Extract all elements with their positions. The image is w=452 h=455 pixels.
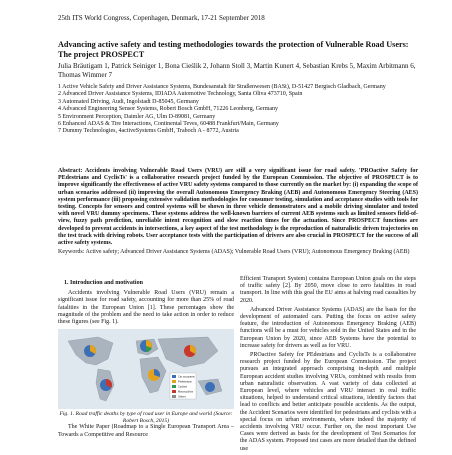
world-map-graphic xyxy=(58,329,234,409)
abstract: Abstract: Accidents involving Vulnerable Road Users (VRU) are still a very significant issue for road safety. 'PROactive Safety for PEdestrians and CyclisTs' is a collaborative research project funded by the European Commission. The objective of PROSPECT is to improve significantly the effectiveness of active VRU safety systems compared to those currently on the market by: (i) expanding the scope of urban scenarios addressed (ii) improving the overall Autonomous Emergency Braking (AEB) and Autonomous Emergency Steering (AES) system performance (iii) proposing extensive validation methodologies for consumer testing, simulation and acceptance studies with tools for testing. Concepts for sensors and control systems will be shown in three vehicle demonstrators and a mobile driving simulator and tested with novel VRU dummy specimens. These systems address the well-known barriers of current AEB systems such as limited sensors field-of-view, fuzzy path prediction, unreliable intent recognition and slow reaction times for the actuation. Since PROSPECT functions are developed to prevent accidents in intersections, a key aspect of the test methodology is the reproduction of naturalistic driven trajectories on the test track with driving robots. User acceptance tests with the participation of drivers are also crucial in PROSPECT for the success of all active safety systems. xyxy=(58,168,419,247)
legend-label: Cyclists xyxy=(178,385,187,389)
section-heading: 1. Introduction and motivation xyxy=(64,280,143,286)
affiliation-item: 6 Enhanced ADAS & Tire Interactions, Continental Teves, 60488 Frankfurt/Main, Germany xyxy=(58,121,279,128)
paragraph: PROactive Safety for PEdestrians and CyclisTs is a collaborative research project funded by the European Commission. The project pursues an integrated approach comprising in-depth and multiple European accident studies involving VRUs, combined with results from urban naturalistic observation. A vast variety of data collected at European level, where vehicles and VRU interact in real traffic situations, helped to understand critical situations, identify factors that lead to conflicts and better anticipate possible accidents. As the output, the Accident Scenarios were identified for pedestrians and cyclists with a special focus on urban environments, where indeed the majority of accidents involving VRU occur. Further on, the most important Use Cases were derived as basis for the development of Test Scenarios for the ADAS system. Proposed test cases are more detailed than the defined use xyxy=(240,352,416,452)
figure-world-map xyxy=(58,329,234,409)
figure-caption: Fig. 1. Road traffic deaths by type of road user in Europe and world (Source: Robert Bosch, 2015) xyxy=(59,411,233,424)
legend-label: Pedestrians xyxy=(178,380,192,384)
paragraph: Advanced Driver Assistance Systems (ADAS) are the basis for the development of automated cars. Putting the focus on active safety feature, the introduction of Autonomous Emergency Braking (AEB) functions will be a must for vehicles sold in the United States and in the European Union by 2020, since AEB Systems have the potential to increase safety for drivers as well as for VRU. xyxy=(240,306,416,349)
author-list: Julia Bräutigam 1, Patrick Seiniger 1, Bona Cieślik 2, Johann Stoll 3, Martin Kunert 4, Sebastian Krebs 5, Maxim Arbitmann 6, Thomas Wimmer 7 xyxy=(58,62,416,79)
paper-title: Advancing active safety and testing methodologies towards the protection of Vulnerable Road Users: The project PROSPECT xyxy=(58,40,409,59)
legend-label: Others xyxy=(178,395,186,399)
affiliation-item: 4 Advanced Engineering Sensor Systems, Robert Bosch GmbH, 71226 Leonberg, Germany xyxy=(58,106,279,113)
paragraph: Efficient Transport System) contains European Union goals on the steps of traffic safety [2]. By 2050, move close to zero fatalities in road transport. In line with this goal the EU aims at halving road casualties by 2020. xyxy=(240,276,416,304)
affiliation-item: 3 Automated Driving, Audi, Ingolstadt D-85045, Germany xyxy=(58,98,199,105)
right-column xyxy=(240,276,416,455)
paragraph: The White Paper (Roadmap to a Single European Transport Area – Towards a Competitive and Resource xyxy=(58,424,234,438)
keywords: Keywords: Active safety; Advanced Driver Assistance Systems (ADAS); Vulnerable Road Users (VRU); Autonomous Emergency Braking (AEB) xyxy=(58,249,410,255)
conference-header: 25th ITS World Congress, Copenhagen, Denmark, 17-21 September 2018 xyxy=(58,14,265,22)
left-column xyxy=(58,276,234,441)
affiliation-item: 5 Environment Perception, Daimler AG, Ulm D-89081, Germany xyxy=(58,113,216,120)
affiliation-item: 2 Advanced Driver Assistance Systems, IDIADA Automotive Technology, Santa Oliva 473710, Spain xyxy=(58,91,303,98)
pie-australia xyxy=(205,382,215,392)
paragraph: Accidents involving Vulnerable Road Users (VRU) remain a significant issue for road safety, accounting for more than 25% of road fatalities in the European Union [1]. These percentages show the magnitude of the problem and the need to take action in order to reduce these figures (see Fig. 1). xyxy=(58,290,234,326)
legend-label: Car occupants xyxy=(178,375,195,379)
affiliation-list xyxy=(58,84,418,136)
affiliation-item: 1 Active Vehicle Safety and Driver Assistance Systems, Bundesanstalt für Straßenwesen (BASt), D-51427 Bergisch Gladbach, Germany xyxy=(58,84,386,90)
affiliation-item: 7 Dummy Technologies, 4activeSystems GmbH, Traboch A - 8772, Austria xyxy=(58,128,239,135)
legend-label: Motorcyclists xyxy=(178,390,193,394)
